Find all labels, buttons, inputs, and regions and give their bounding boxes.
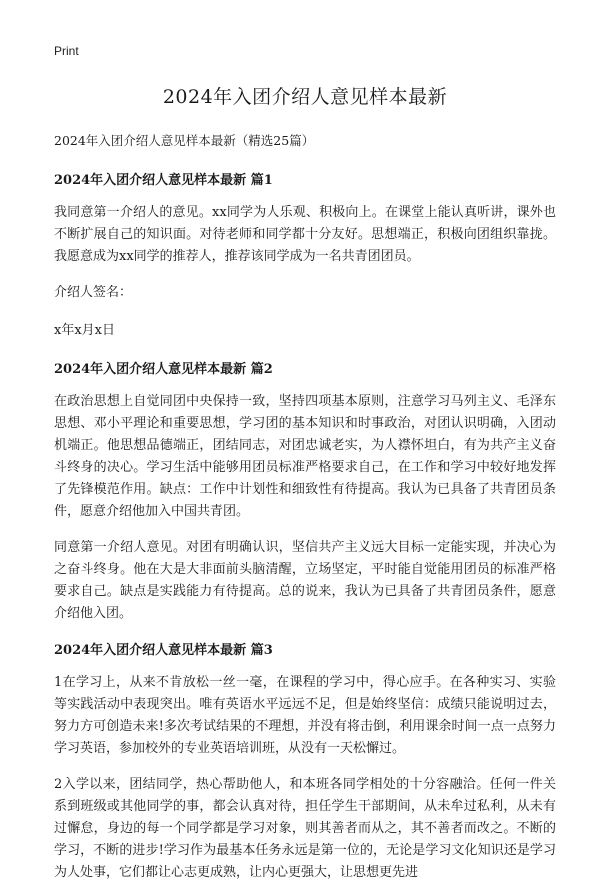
paragraph: 同意第一介绍人意见。对团有明确认识，坚信共产主义远大目标一定能实现，并决心为之奋斗终身。他在大是大非面前头脑清醒，立场坚定，平时能自觉能用团员的标准严格要求自己。缺点是实践能力有待提高。总的说来，我认为已具备了共青团员条件，愿意介绍他入团。 xyxy=(54,540,556,621)
section-heading: 2024年入团介绍人意见样本最新 篇2 xyxy=(54,362,273,377)
section-2 xyxy=(54,358,556,625)
document-intro: 2024年入团介绍人意见样本最新（精选25篇） xyxy=(54,133,315,148)
paragraph: 1在学习上，从来不肯放松一丝一毫，在课程的学习中，得心应手。在各种实习、实验等实践活动中表现突出。唯有英语水平远远不足，但是始终坚信：成绩只能说明过去，努力方可创造未来!多次考试结果的不理想，并没有将击倒，利用课余时间一点一点努力学习英语，参加校外的专业英语培训班，从没有一天松懈过。 xyxy=(54,675,556,756)
paragraph: 2入学以来，团结同学，热心帮助他人，和本班各同学相处的十分容融洽。任何一件关系到班级或其他同学的事，都会认真对待，担任学生干部期间，从未牟过私利，从未有过懈怠，身边的每一个同学都是学习对象，则其善者而从之，其不善者而改之。不断的学习，不断的进步!学习作为最基本任务永远是第一位的，无论是学习文化知识还是学习为人处事，它们都让心志更成熟，让内心更强大，让思想更先进 xyxy=(54,777,556,880)
paragraph: 我同意第一介绍人的意见。xx同学为人乐观、积极向上。在课堂上能认真听讲，课外也不断扩展自己的知识面。对待老师和同学都十分友好。思想端正，积极向团组织靠拢。我愿意成为xx同学的推荐人，推荐该同学成为一名共青团团员。 xyxy=(54,205,556,264)
paragraph: 在政治思想上自觉同团中央保持一致，坚持四项基本原则，注意学习马列主义、毛泽东思想、邓小平理论和重要思想，学习团的基本知识和时事政治，对团认识明确，入团动机端正。他思想品德端正，团结同志，对团忠诚老实，为人襟怀坦白，有为共产主义奋斗终身的决心。学习生活中能够用团员标准严格要求自己，在工作和学习中较好地发挥了先锋模范作用。缺点：工作中计划性和细致性有待提高。我认为已具备了共青团员条件，愿意介绍他加入中国共青团。 xyxy=(54,394,556,519)
signature-date: x年x月x日 xyxy=(54,323,115,338)
signature-label: 介绍人签名： xyxy=(54,285,133,300)
section-3 xyxy=(54,639,556,884)
section-heading: 2024年入团介绍人意见样本最新 篇1 xyxy=(54,173,273,188)
section-1 xyxy=(54,169,556,342)
section-heading: 2024年入团介绍人意见样本最新 篇3 xyxy=(54,643,273,658)
print-link[interactable]: Print xyxy=(54,44,79,58)
page-title: 2024年入团介绍人意见样本最新 xyxy=(162,86,448,108)
